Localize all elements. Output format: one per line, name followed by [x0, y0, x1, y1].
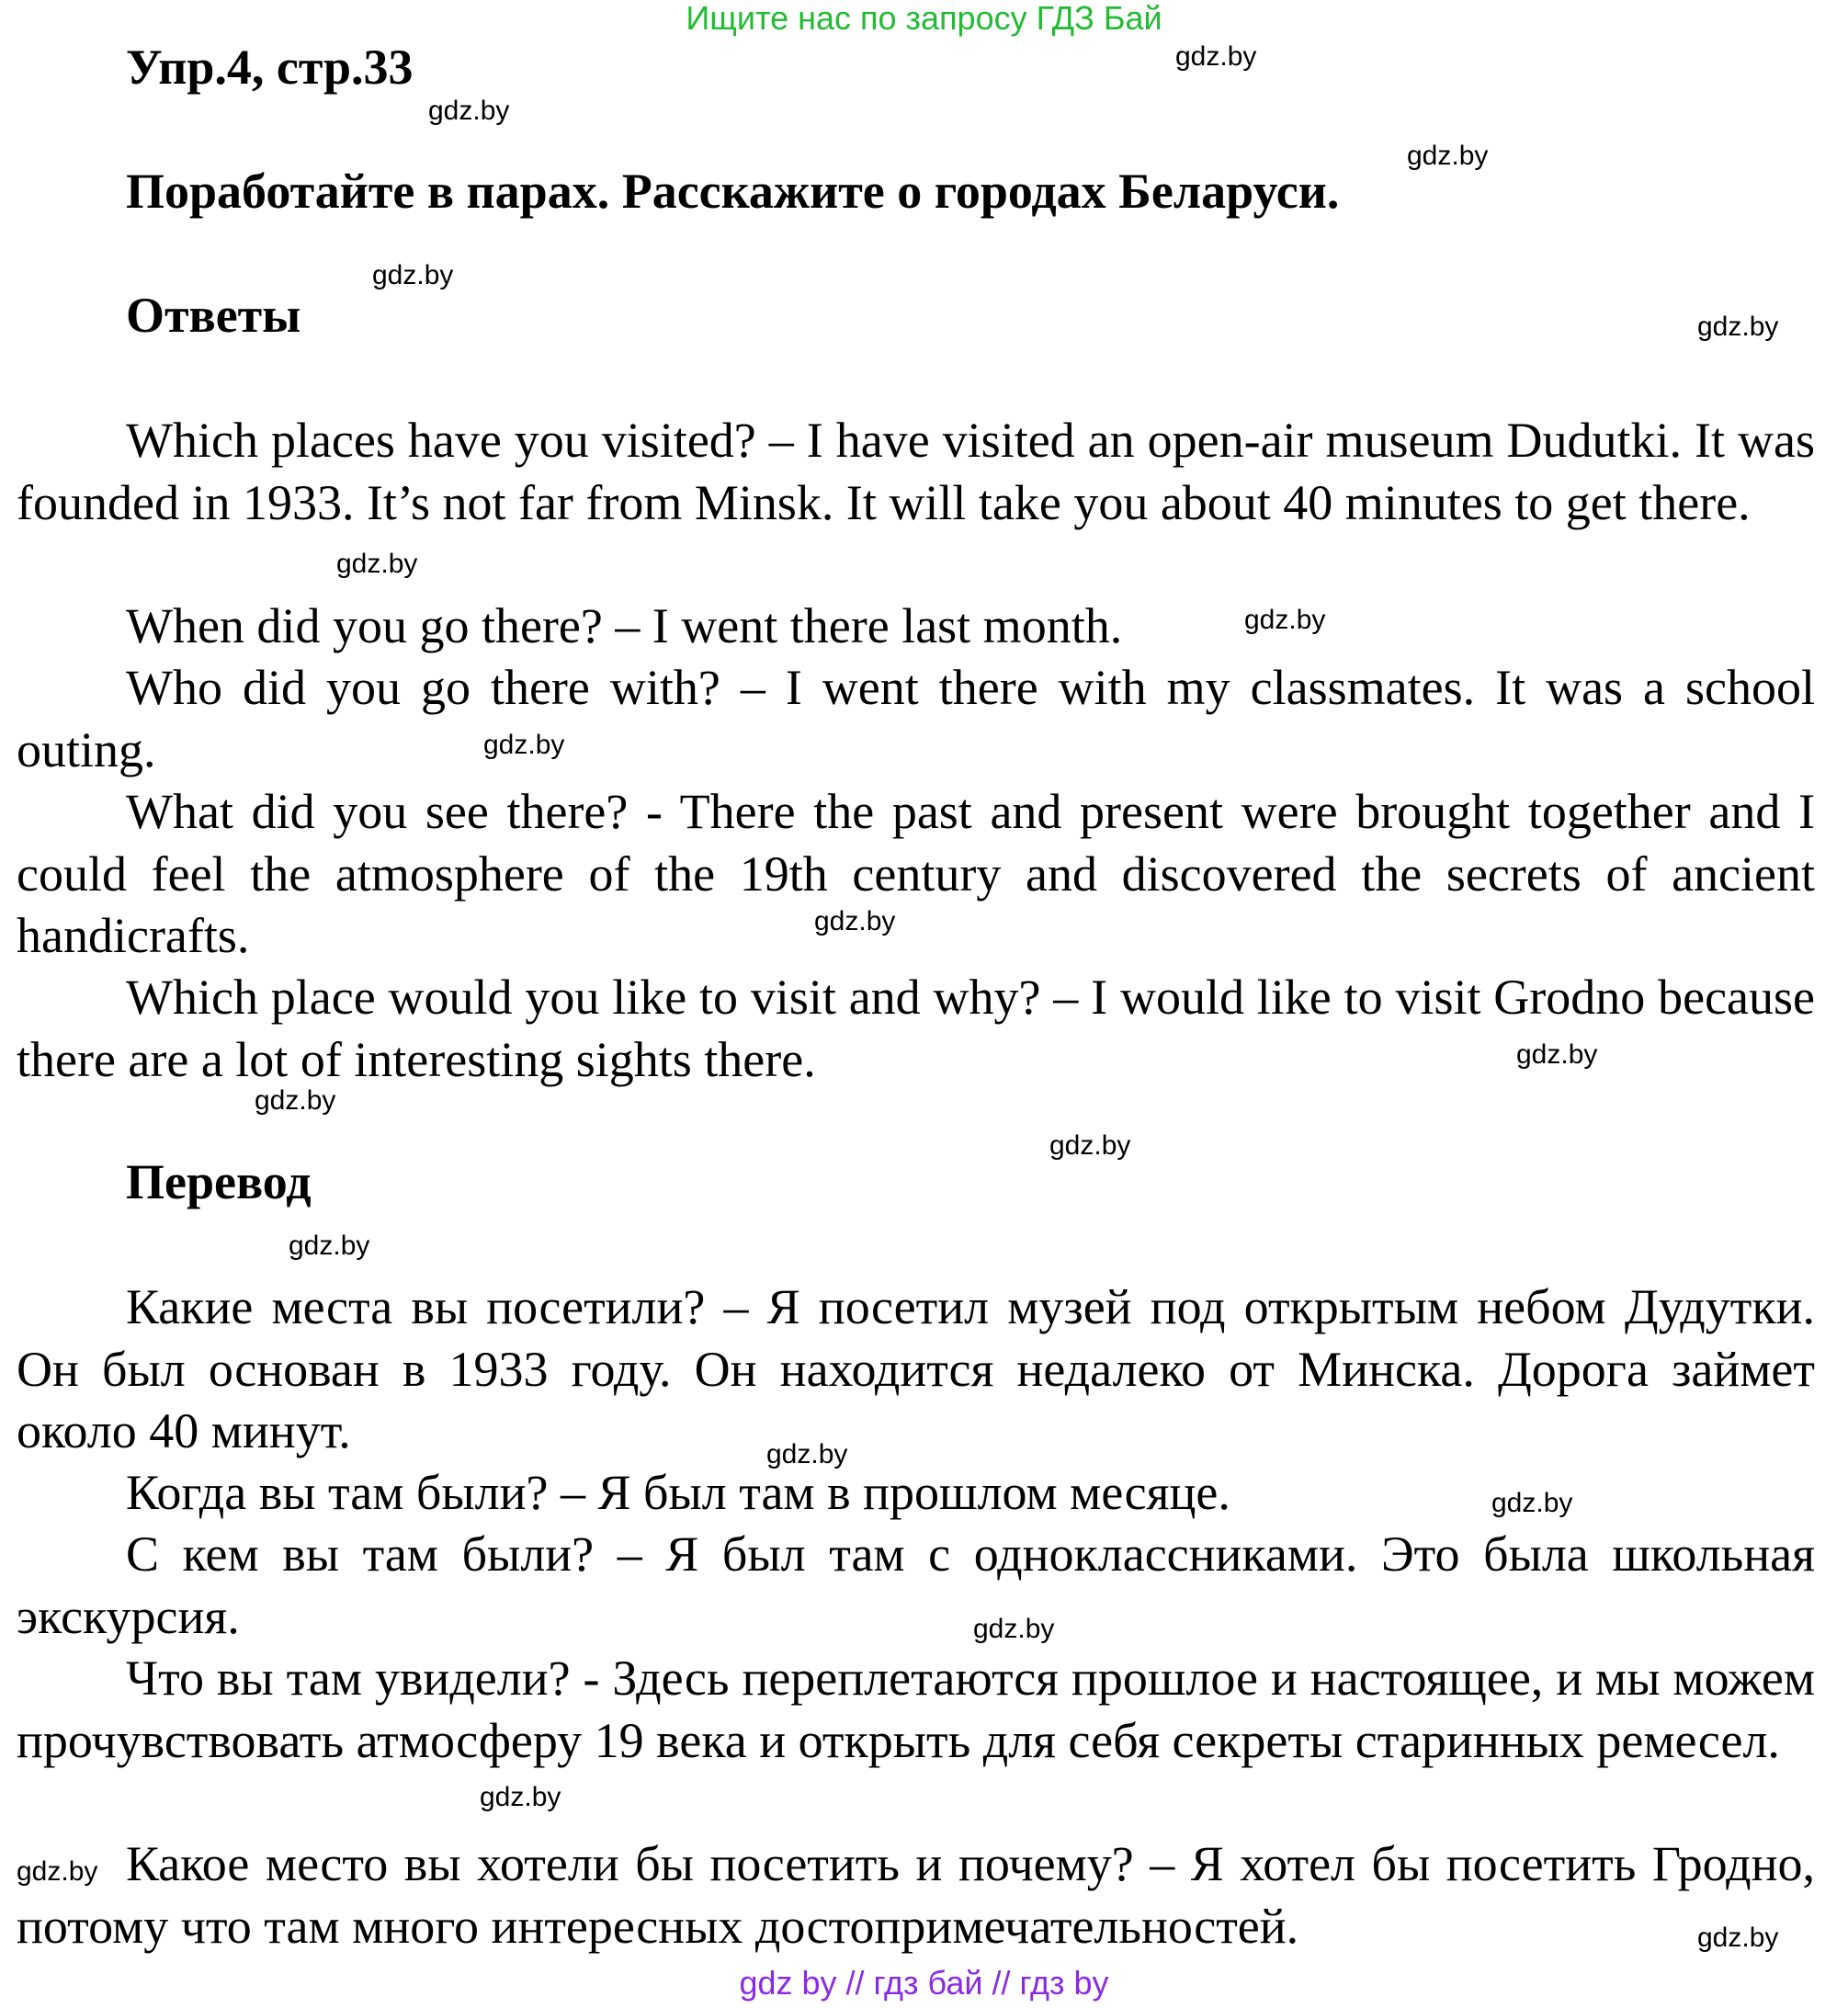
exercise-title: Упр.4, стр.33 [126, 40, 414, 95]
translation-heading: Перевод [126, 1154, 312, 1209]
watermark: gdz.by [372, 260, 454, 290]
watermark: gdz.by [1697, 312, 1779, 342]
watermark: gdz.by [1697, 1923, 1779, 1953]
translation-paragraph-3: С кем вы там были? – Я был там с одноклассниками. Это была школьная экскурсия. [17, 1526, 1815, 1644]
watermark: gdz.by [255, 1085, 336, 1116]
watermark: gdz.by [480, 1782, 561, 1812]
top-banner[interactable]: Ищите нас по запросу ГДЗ Бай [686, 0, 1162, 37]
watermark: gdz.by [1516, 1039, 1598, 1070]
answer-paragraph-1: Which places have you visited? – I have visited an open-air museum Dudutki. It was founded in 1933. It’s not far from Minsk. It will take you about 40 minutes to get there. [17, 413, 1815, 530]
watermark: gdz.by [1175, 41, 1257, 72]
watermark: gdz.by [766, 1439, 848, 1469]
translation-paragraph-2: Когда вы там были? – Я был там в прошлом месяце. [126, 1465, 1230, 1520]
watermark: gdz.by [1049, 1130, 1131, 1161]
translation-paragraph-1: Какие места вы посетили? – Я посетил музей под открытым небом Дудутки. Он был основан в 1933 году. Он находится недалеко от Минска. Дорога займет около 40 минут. [17, 1279, 1815, 1458]
watermark: gdz.by [973, 1614, 1055, 1644]
translation-paragraph-5: Какое место вы хотели бы посетить и почему? – Я хотел бы посетить Гродно, потому что там много интересных достопримечательностей. [17, 1836, 1815, 1954]
footer-links[interactable]: gdz by // гдз бай // гдз by [739, 1964, 1109, 2002]
watermark: gdz.by [814, 906, 896, 936]
answers-heading: Ответы [126, 288, 301, 343]
watermark: gdz.by [289, 1231, 370, 1261]
answer-paragraph-2: When did you go there? – I went there last month. [126, 598, 1123, 653]
task-instruction: Поработайте в парах. Расскажите о городах Беларуси. [126, 164, 1340, 219]
watermark: gdz.by [17, 1856, 98, 1887]
watermark: gdz.by [336, 549, 418, 579]
watermark: gdz.by [483, 730, 565, 760]
answer-paragraph-3: Who did you go there with? – I went there with my classmates. It was a school outing. [17, 660, 1815, 777]
answer-paragraph-5: Which place would you like to visit and why? – I would like to visit Grodno because there are a lot of interesting sights there. [17, 970, 1815, 1087]
translation-paragraph-4: Что вы там увидели? - Здесь переплетаются прошлое и настоящее, и мы можем прочувствовать атмосферу 19 века и открыть для себя секреты старинных ремесел. [17, 1651, 1815, 1768]
watermark: gdz.by [428, 96, 510, 126]
watermark: gdz.by [1407, 141, 1489, 171]
watermark: gdz.by [1491, 1488, 1573, 1518]
answer-paragraph-4: What did you see there? - There the past and present were brought together and I could feel the atmosphere of the 19th century and discovered the secrets of ancient handicrafts. [17, 784, 1815, 963]
watermark: gdz.by [1244, 605, 1326, 635]
